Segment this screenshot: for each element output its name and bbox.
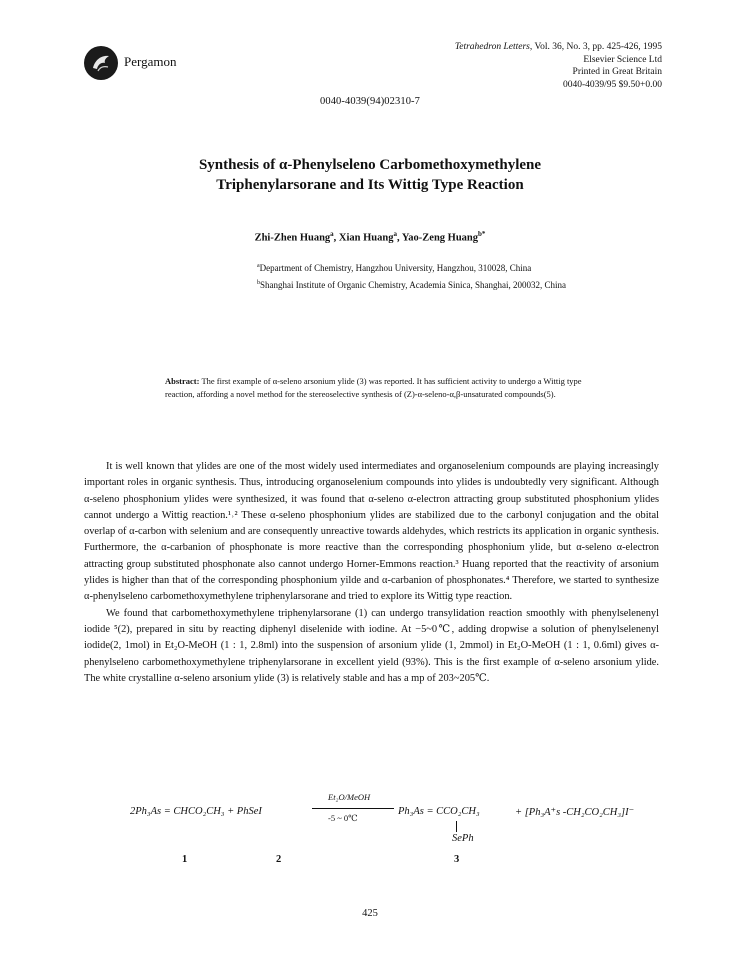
journal-name: Tetrahedron Letters: [454, 42, 530, 52]
equation-reactants: 2Ph₃As = CHCO₂CH₃ + PhSeI: [130, 806, 262, 817]
author-name: Yao-Zeng Huang: [401, 232, 478, 244]
author-mark: b*: [478, 230, 486, 238]
paragraph: We found that carbomethoxymethylene triphenylarsorane (1) can undergo transylidation reaction smoothly with phenylselenenyl iodide ⁵(2), prepared in situ by reacting diphenyl diselenide with iodine. At −5~0℃, adding dropwise a solution of phenylselenenyl iodide(2, 1mol) in Et₂O-MeOH (1 : 1, 2.8ml) into the suspension of arsonium ylide (1, 2mmol) in Et₂O-MeOH (1 : 1, 0.6ml) gives α-phenylseleno carbomethoxymethylene triphenylarsorane in excellent yield (93%). This is the first example of α-seleno arsonium ylide. The white crystalline α-seleno arsonium ylide (3) is relatively stable and has a mp of 203~205℃.: [84, 607, 659, 684]
price-code: 0040-4039/95 $9.50+0.00: [562, 79, 662, 90]
bond-line: [456, 821, 457, 832]
equation-substituent: SePh: [452, 833, 474, 844]
journal-volume: , Vol. 36, No. 3, pp. 425-426, 1995: [529, 42, 662, 52]
abstract-text: The first example of α-seleno arsonium ylide (3) was reported. It has sufficient activity to undergo a Wittig type reaction, affording a novel method for the stereoselective synthesis of (Z)-α-seleno-α,β-unsaturated compounds(5).: [165, 376, 582, 399]
author-name: Zhi-Zhen Huang: [254, 232, 331, 244]
author-separator: ,: [333, 232, 339, 244]
arrow-condition-above: Et₂O/MeOH: [328, 792, 371, 802]
abstract-label: Abstract:: [165, 376, 200, 386]
author-mark: a: [393, 230, 397, 238]
compound-label: 2: [276, 854, 282, 865]
abstract: [165, 375, 585, 400]
reaction-arrow: [312, 808, 394, 809]
author-name: Xian Huang: [338, 232, 394, 244]
journal-info: [402, 41, 662, 91]
printed-location: Printed in Great Britain: [572, 67, 662, 77]
author-list: [0, 230, 740, 244]
copyright-holder: Elsevier Science Ltd: [583, 54, 662, 65]
affiliation-text: Shanghai Institute of Organic Chemistry, Academia Sinica, Shanghai, 200032, China: [260, 280, 566, 290]
equation-byproduct: + [Ph₃A⁺s -CH₂CO₂CH₃]I⁻: [515, 807, 635, 818]
affiliation-mark: b: [257, 280, 260, 286]
affiliation-mark: a: [257, 263, 260, 269]
equation-product: Ph₃As = CCO₂CH₃: [398, 806, 480, 817]
paragraph: It is well known that ylides are one of the most widely used intermediates and organoselenium compounds are playing increasingly important roles in organic synthesis. Thus, introducing organoselenium compounds into ylides is undoubtedly very significant. Although α-seleno phosphonium ylides were synthesized, it was found that α-seleno α-electron attracting group substituted phosphonium ylides cannot undergo a Wittig reaction.¹˒² These α-seleno phosphonium ylides are stabilized due to the carbonyl conjugation and the obital overlap of α-carbon with selenium and are consequently unreactive towards aldehydes, which restricts its application in organic synthesis. Furthermore, the α-carbanion of phosphonate is more reactive than the corresponding phosphonium ylide, but α-seleno α-electron attracting group substituted phosphonate also cannot undergo Horner-Emmons reaction.³ Huang reported that the reactivity of arsonium ylides is higher than that of the corresponding phosphonium yilde and α-carbanion of phosphonates.⁴ Therefore, we started to synthesize α-phenylseleno carbomethoxymethylene triphenylarsorane and tried to explore its Wittig type reaction.: [84, 461, 659, 603]
arrow-condition-below: -5 ~ 0℃: [328, 813, 358, 823]
title-line-1: Synthesis of α-Phenylseleno Carbomethoxymethylene: [198, 157, 542, 173]
publisher-name: Pergamon: [124, 54, 177, 69]
journal-citation: [402, 41, 662, 54]
paper-title: [0, 155, 740, 195]
affiliation: [257, 260, 531, 275]
affiliation: [257, 277, 566, 292]
compound-label: 1: [182, 854, 188, 865]
affiliation-text: Department of Chemistry, Hangzhou University, Hangzhou, 310028, China: [259, 263, 532, 273]
title-line-2: Triphenylarsorane and Its Wittig Type Reaction: [216, 177, 524, 193]
author-separator: ,: [396, 232, 402, 244]
page-number: 425: [362, 908, 378, 919]
pergamon-logo: [84, 46, 118, 80]
reaction-equation: [130, 792, 690, 876]
body-text: [84, 459, 659, 687]
doi: 0040-4039(94)02310-7: [320, 96, 420, 107]
author-mark: a: [330, 230, 334, 238]
compound-label: 3: [454, 854, 460, 865]
